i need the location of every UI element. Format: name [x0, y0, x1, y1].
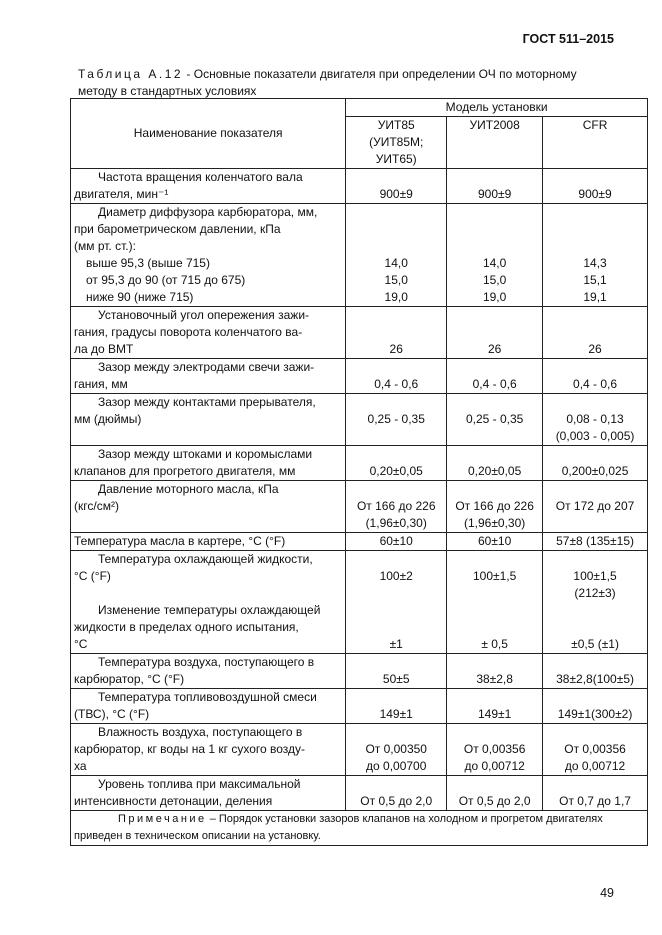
table-row [71, 724, 648, 776]
row-name: Зазор между штоками и коромыслами клапанов для прогретого двигателя, мм [71, 446, 346, 481]
cell-uit2008: От 166 до 226 (1,96±0,30) [447, 481, 543, 533]
cell-uit85: 26 [346, 307, 447, 359]
row-name: Влажность воздуха, поступающего в карбюратор, кг воды на 1 кг сухого возду- ха [71, 724, 346, 776]
row-name: Температура воздуха, поступающего в карбюратор, °С (°F) [71, 654, 346, 689]
cell-cfr: 14,3 15,1 19,1 [543, 204, 648, 307]
cell-uit2008: 60±10 [447, 533, 543, 551]
cell-uit2008: 0,4 - 0,6 [447, 359, 543, 394]
col-uit85-header: УИТ85 (УИТ85М; УИТ65) [346, 117, 447, 169]
cell-cfr: 100±1,5 (212±3) ±0,5 (±1) [543, 551, 648, 654]
table-row [71, 551, 648, 654]
row-name: Температура топливовоздушной смеси (ТВС), °С (°F) [71, 689, 346, 724]
row-name: Уровень топлива при максимальной интенсивности детонации, деления [71, 776, 346, 811]
model-header: Модель установки [346, 99, 648, 117]
cell-uit85: 50±5 [346, 654, 447, 689]
table-caption [78, 66, 618, 100]
cell-uit85: 900±9 [346, 169, 447, 204]
table-note [71, 811, 648, 846]
cell-uit85: От 166 до 226 (1,96±0,30) [346, 481, 447, 533]
table-header-row-1 [71, 99, 648, 117]
row-name: Температура охлаждающей жидкости, °С (°F) Изменение температуры охлаждающей жидкости в пределах одного испытания, °С [71, 551, 346, 654]
cell-uit85: От 0,5 до 2,0 [346, 776, 447, 811]
row-name: Температура масла в картере, °С (°F) [71, 533, 346, 551]
cell-cfr: От 0,00356 до 0,00712 [543, 724, 648, 776]
row-name: Зазор между электродами свечи зажи- гания, мм [71, 359, 346, 394]
cell-uit85: 0,20±0,05 [346, 446, 447, 481]
cell-cfr: 0,4 - 0,6 [543, 359, 648, 394]
row-name: Установочный угол опережения зажи- гания, градусы поворота коленчатого ва- ла до ВМТ [71, 307, 346, 359]
page-number: 49 [600, 886, 614, 900]
engine-parameters-table [70, 98, 648, 846]
table-row [71, 689, 648, 724]
table-row [71, 776, 648, 811]
cell-cfr: От 172 до 207 [543, 481, 648, 533]
table-row [71, 169, 648, 204]
cell-cfr: 900±9 [543, 169, 648, 204]
table-row [71, 446, 648, 481]
cell-cfr: 0,08 - 0,13 (0,003 - 0,005) [543, 394, 648, 446]
note-label: Примечание [118, 813, 207, 825]
table-row [71, 533, 648, 551]
cell-uit85: 14,0 15,0 19,0 [346, 204, 447, 307]
cell-uit2008: 149±1 [447, 689, 543, 724]
cell-uit85: 0,4 - 0,6 [346, 359, 447, 394]
cell-uit85: 149±1 [346, 689, 447, 724]
cell-uit2008: 0,20±0,05 [447, 446, 543, 481]
cell-uit2008: 26 [447, 307, 543, 359]
cell-cfr: От 0,7 до 1,7 [543, 776, 648, 811]
cell-uit85: 100±2 ±1 [346, 551, 447, 654]
name-column-header: Наименование показателя [71, 99, 346, 169]
caption-label: Таблица А.12 [78, 67, 184, 81]
table-row [71, 307, 648, 359]
cell-uit2008: От 0,5 до 2,0 [447, 776, 543, 811]
cell-cfr: 38±2,8(100±5) [543, 654, 648, 689]
note-text: – Порядок установки зазоров клапанов на холодном и прогретом двигателях приведен в техническом описании на установку. [74, 813, 603, 842]
cell-uit2008: 900±9 [447, 169, 543, 204]
row-name: Давление моторного масла, кПа (кгс/см²) [71, 481, 346, 533]
col-uit2008-header: УИТ2008 [447, 117, 543, 169]
cell-cfr: 149±1(300±2) [543, 689, 648, 724]
cell-cfr: 57±8 (135±15) [543, 533, 648, 551]
table-row [71, 359, 648, 394]
note-row [71, 811, 648, 846]
cell-cfr: 0,200±0,025 [543, 446, 648, 481]
row-name: Диаметр диффузора карбюратора, мм, при барометрическом давлении, кПа (мм рт. ст.): выше 95,3 (выше 715) от 95,3 до 90 (от 715 до 675) ниже 90 (ниже 715) [71, 204, 346, 307]
cell-uit85: 60±10 [346, 533, 447, 551]
row-name: Зазор между контактами прерывателя, мм (дюймы) [71, 394, 346, 446]
cell-uit85: От 0,00350 до 0,00700 [346, 724, 447, 776]
document-header: ГОСТ 511–2015 [522, 32, 614, 46]
table-row [71, 481, 648, 533]
cell-uit2008: 0,25 - 0,35 [447, 394, 543, 446]
table-row [71, 654, 648, 689]
caption-text: - Основные показатели двигателя при определении ОЧ по моторному методу в стандартных условиях [78, 67, 577, 98]
row-name: Частота вращения коленчатого вала двигателя, мин⁻¹ [71, 169, 346, 204]
col-cfr-header: CFR [543, 117, 648, 169]
cell-uit2008: 14,0 15,0 19,0 [447, 204, 543, 307]
cell-cfr: 26 [543, 307, 648, 359]
table-row [71, 394, 648, 446]
cell-uit2008: 38±2,8 [447, 654, 543, 689]
table-row [71, 204, 648, 307]
cell-uit2008: 100±1,5 ± 0,5 [447, 551, 543, 654]
cell-uit85: 0,25 - 0,35 [346, 394, 447, 446]
cell-uit2008: От 0,00356 до 0,00712 [447, 724, 543, 776]
